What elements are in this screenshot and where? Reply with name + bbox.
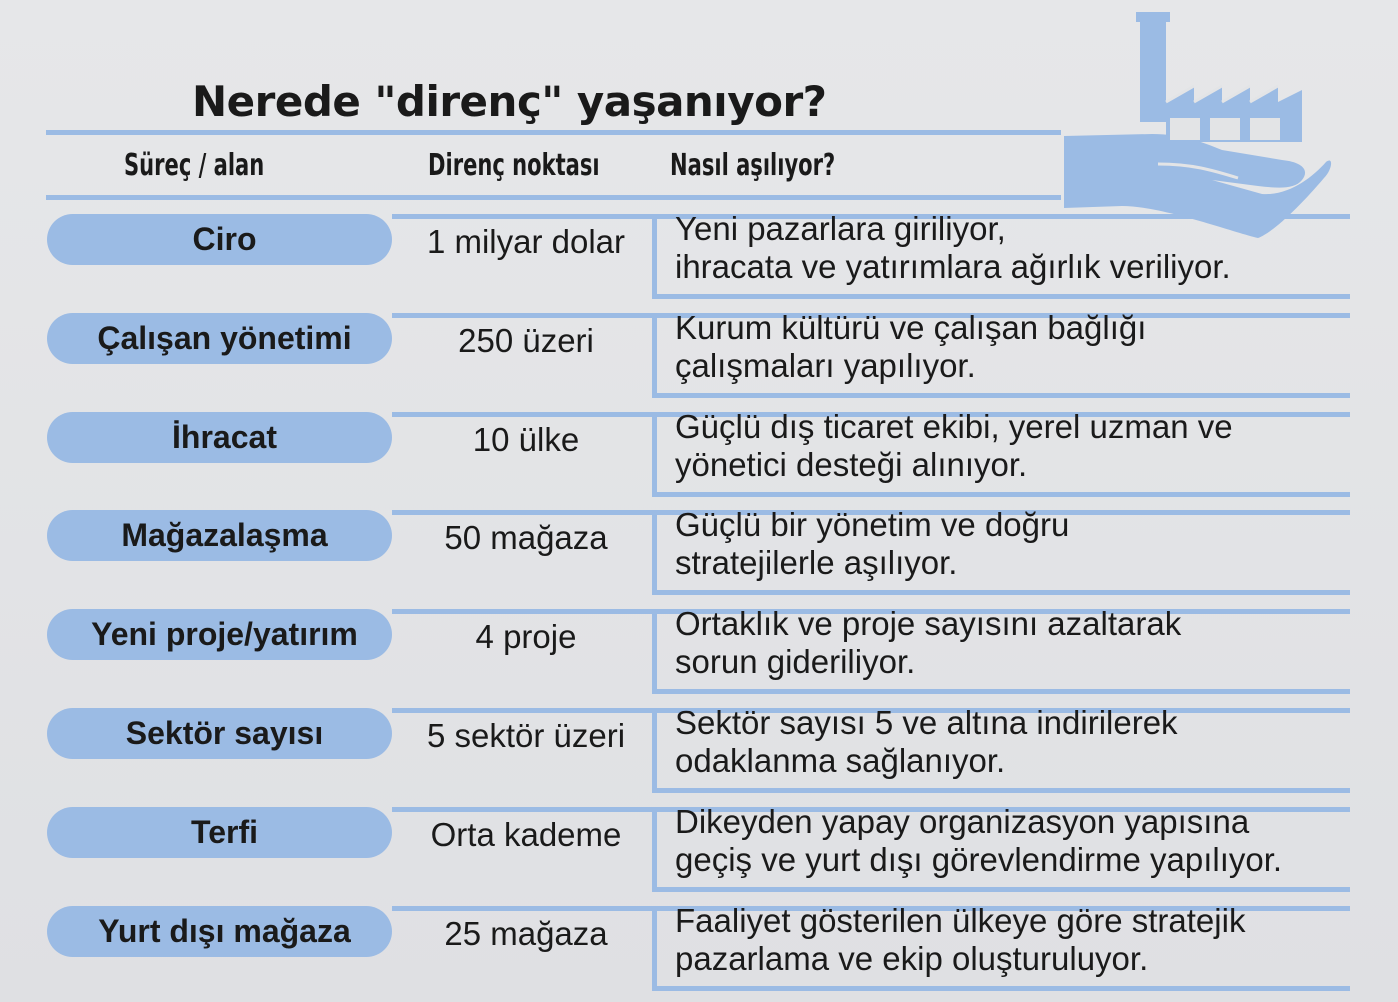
- area-label: Ciro: [192, 221, 257, 257]
- resistance-value: 1 milyar dolar: [426, 223, 626, 260]
- area-label: Sektör sayısı: [125, 715, 324, 751]
- solution-text: [675, 605, 1375, 681]
- solution-line-1: Ortaklık ve proje sayısını azaltarak: [675, 605, 1182, 643]
- header-top-rule: [46, 130, 1061, 135]
- area-label: İhracat: [172, 418, 277, 455]
- resistance-value: 5 sektör üzeri: [426, 717, 626, 754]
- resistance-value: 4 proje: [475, 618, 577, 656]
- column-header-solution: Nasıl aşılıyor?: [670, 148, 836, 183]
- column-header-resistance: Direnç noktası: [428, 148, 600, 183]
- page-title: Nerede "direnç" yaşanıyor?: [192, 77, 827, 126]
- table-row: [0, 694, 1398, 792]
- area-label: Çalışan yönetimi: [97, 319, 352, 356]
- resistance-value: 250 üzeri: [458, 321, 594, 359]
- table-row: [0, 398, 1398, 496]
- solution-line-2: pazarlama ve ekip oluşturuluyor.: [675, 939, 1149, 977]
- table-row: [0, 200, 1398, 298]
- solution-line-2: sorun gideriliyor.: [675, 643, 916, 681]
- area-label: Yurt dışı mağaza: [98, 912, 351, 949]
- resistance-value: 25 mağaza: [444, 914, 608, 952]
- column-header-process: Süreç / alan: [124, 148, 265, 183]
- resistance-value: 10 ülke: [472, 420, 580, 458]
- table-row: [0, 595, 1398, 693]
- solution-line-1: Güçlü bir yönetim ve doğru: [675, 506, 1070, 544]
- area-label: Yeni proje/yatırım: [91, 616, 358, 653]
- solution-line-2: çalışmaları yapılıyor.: [675, 346, 976, 384]
- solution-line-1: Güçlü dış ticaret ekibi, yerel uzman ve: [675, 407, 1233, 445]
- solution-line-1: Sektör sayısı 5 ve altına indirilerek: [675, 704, 1178, 741]
- solution-text: [675, 803, 1375, 879]
- solution-text: [675, 902, 1375, 978]
- solution-text: [675, 210, 1375, 286]
- solution-text: [675, 408, 1375, 484]
- area-label: Terfi: [191, 813, 258, 850]
- solution-text: [675, 704, 1375, 780]
- solution-line-1: Yeni pazarlara giriliyor,: [675, 210, 1006, 247]
- solution-line-1: Kurum kültürü ve çalışan bağlığı: [675, 308, 1147, 346]
- table-row: [0, 496, 1398, 594]
- solution-text: [675, 309, 1375, 385]
- table-row: [0, 793, 1398, 891]
- solution-line-2: geçiş ve yurt dışı görevlendirme yapılıyor.: [675, 840, 1283, 878]
- table-row: [0, 299, 1398, 397]
- solution-line-2: stratejilerle aşılıyor.: [675, 544, 958, 582]
- solution-line-2: yönetici desteği alınıyor.: [675, 445, 1028, 483]
- solution-line-2: ihracata ve yatırımlara ağırlık veriliyor.: [675, 248, 1231, 285]
- solution-line-1: Faaliyet gösterilen ülkeye göre stratejik: [675, 901, 1246, 939]
- resistance-value: 50 mağaza: [444, 519, 608, 557]
- table-row: [0, 892, 1398, 990]
- resistance-value: Orta kademe: [430, 815, 622, 853]
- solution-line-1: Dikeyden yapay organizasyon yapısına: [675, 802, 1250, 840]
- area-label: Mağazalaşma: [121, 517, 328, 554]
- solution-text: [675, 506, 1375, 582]
- solution-line-2: odaklanma sağlanıyor.: [675, 742, 1006, 779]
